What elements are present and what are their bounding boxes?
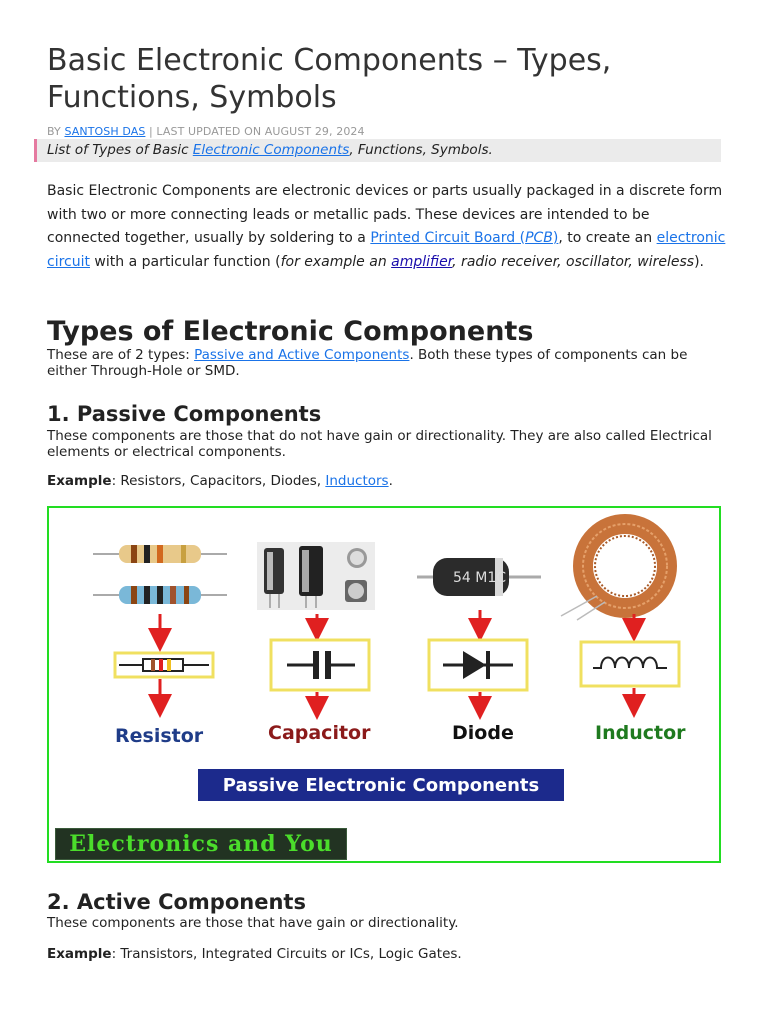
- resistor-symbol: [115, 653, 213, 677]
- inductors-link[interactable]: Inductors: [325, 473, 389, 489]
- resistor-label: Resistor: [115, 725, 204, 747]
- diode-photo: [417, 558, 541, 596]
- passive-components-diagram: [49, 508, 719, 861]
- byline-by: BY: [47, 125, 65, 138]
- quote-prefix: List of Types of Basic: [47, 142, 193, 158]
- watermark-logo: Electronics and You: [55, 828, 347, 860]
- active-example-label: Example: [47, 946, 112, 962]
- active-description: These components are those that have gain or directionality.: [47, 915, 459, 931]
- active-heading: 2. Active Components: [47, 890, 306, 914]
- intro-paragraph: [47, 180, 727, 274]
- capacitor-symbol: [271, 640, 369, 690]
- summary-quote: [34, 139, 721, 162]
- intro-text-3: with a particular function (: [89, 253, 281, 270]
- passive-components-figure: [47, 506, 721, 863]
- passive-heading: 1. Passive Components: [47, 402, 322, 426]
- capacitor-label: Capacitor: [268, 722, 371, 744]
- types-text-2: . Both these types of components can be either Through-Hole or SMD.: [47, 347, 688, 379]
- electronic-circuit-link[interactable]: electronic circuit: [47, 230, 726, 270]
- passive-example-end: .: [388, 473, 393, 489]
- passive-example-label: Example: [47, 473, 112, 489]
- pcb-link-text: Printed Circuit Board (: [370, 230, 526, 246]
- figure-banner-text: Passive Electronic Components: [222, 775, 540, 796]
- active-example: [47, 947, 727, 963]
- capacitor-photo: [257, 542, 375, 610]
- types-text-1: These are of 2 types:: [47, 347, 195, 363]
- passive-description: These components are those that do not have gain or directionality. They are also called Electrical elements or electrical components.: [47, 428, 712, 460]
- passive-example: [47, 474, 727, 490]
- arrows-bottom: [160, 679, 634, 708]
- intro-text-1: Basic Electronic Components are electronic devices or parts usually packaged in a discrete form with two or more connecting leads or metallic pads. These devices are intended to be connected together, usually by soldering to a: [47, 183, 723, 246]
- pcb-link[interactable]: [370, 230, 558, 246]
- active-example-text: : Transistors, Integrated Circuits or ICs, Logic Gates.: [111, 946, 462, 962]
- types-heading: Types of Electronic Components: [47, 316, 534, 347]
- passive-active-link[interactable]: Passive and Active Components: [194, 347, 410, 363]
- intro-text-5: , radio receiver, oscillator, wireless: [452, 253, 695, 270]
- intro-text-6: ).: [694, 253, 704, 270]
- inductor-symbol: [581, 642, 679, 686]
- pcb-link-abbr: PCB: [525, 230, 553, 246]
- intro-text-2: , to create an: [558, 230, 657, 246]
- diode-label: Diode: [452, 722, 514, 744]
- page-title: Basic Electronic Components – Types, Functions, Symbols: [47, 43, 612, 115]
- quote-suffix: , Functions, Symbols.: [349, 142, 493, 158]
- amplifier-link-text: amplifier: [391, 253, 453, 270]
- diode-marking: 54 M1C: [453, 570, 507, 586]
- types-paragraph: [47, 348, 727, 379]
- author-link[interactable]: SANTOSH DAS: [64, 125, 146, 138]
- diode-symbol: [429, 640, 527, 690]
- electronic-components-link[interactable]: Electronic Components: [192, 142, 350, 158]
- passive-example-text: : Resistors, Capacitors, Diodes,: [111, 473, 326, 489]
- byline-updated: | LAST UPDATED ON AUGUST 29, 2024: [145, 125, 365, 138]
- pcb-link-end: ): [552, 230, 559, 246]
- inductor-label: Inductor: [595, 722, 686, 744]
- intro-text-4: for example an: [280, 253, 392, 270]
- inductor-photo: [561, 524, 667, 620]
- amplifier-link[interactable]: [391, 254, 452, 270]
- byline: [47, 125, 365, 138]
- resistor-photo: [93, 545, 227, 604]
